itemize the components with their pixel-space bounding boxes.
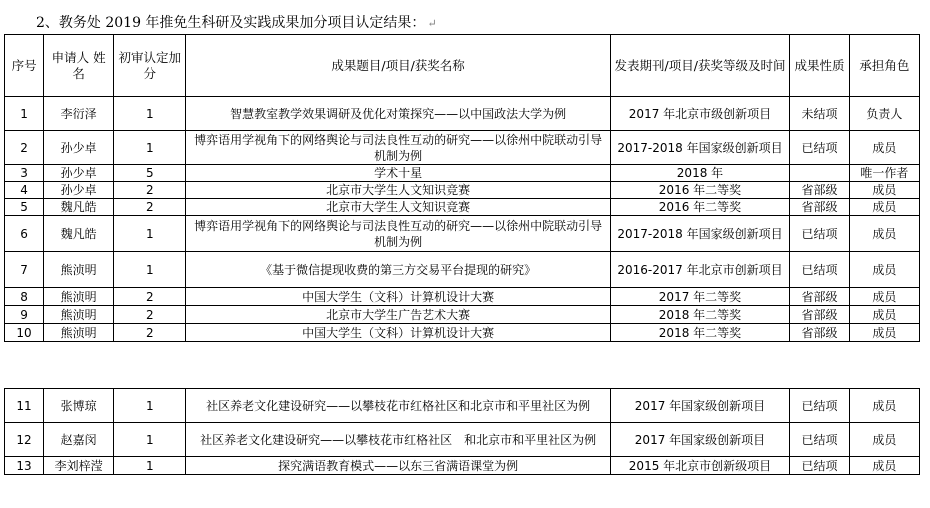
results-table-part-2 <box>4 388 920 475</box>
cell-initial-score: 2 <box>114 182 186 199</box>
cell-applicant: 孙少卓 <box>44 131 114 165</box>
cell-role: 负责人 <box>849 97 919 131</box>
cell-title: 智慧教室教学效果调研及优化对策探究——以中国政法大学为例 <box>186 97 611 131</box>
cell-nature: 已结项 <box>790 252 850 288</box>
cell-applicant: 熊浈明 <box>44 252 114 288</box>
cell-title: 社区养老文化建设研究——以攀枝花市红格社区 和北京市和平里社区为例 <box>186 423 611 457</box>
cell-title: 博弈语用学视角下的网络舆论与司法良性互动的研究——以徐州中院联动引导机制为例 <box>186 216 611 252</box>
cell-role: 成员 <box>849 423 919 457</box>
cell-nature: 已结项 <box>790 389 850 423</box>
cell-applicant: 魏凡皓 <box>44 216 114 252</box>
cell-initial-score: 1 <box>114 389 186 423</box>
table-row <box>5 252 920 288</box>
table-row <box>5 389 920 423</box>
header-row <box>5 35 920 97</box>
cell-applicant: 孙少卓 <box>44 165 114 182</box>
cell-nature: 省部级 <box>790 182 850 199</box>
cell-publication: 2017 年国家级创新项目 <box>610 423 789 457</box>
table-row <box>5 288 920 306</box>
cell-initial-score: 1 <box>114 216 186 252</box>
cell-nature: 省部级 <box>790 306 850 324</box>
cell-publication: 2016 年二等奖 <box>610 182 789 199</box>
cell-role: 成员 <box>849 389 919 423</box>
cell-applicant: 李衍泽 <box>44 97 114 131</box>
table-row <box>5 97 920 131</box>
cell-applicant: 熊浈明 <box>44 306 114 324</box>
cell-publication: 2018 年 <box>610 165 789 182</box>
table-row <box>5 306 920 324</box>
cell-title: 学术十星 <box>186 165 611 182</box>
cell-title: 中国大学生（文科）计算机设计大赛 <box>186 324 611 342</box>
cell-publication: 2017-2018 年国家级创新项目 <box>610 131 789 165</box>
table-row <box>5 131 920 165</box>
cell-applicant: 熊浈明 <box>44 324 114 342</box>
cell-title: 北京市大学生人文知识竞赛 <box>186 199 611 216</box>
cell-role: 成员 <box>849 199 919 216</box>
column-header-seq: 序号 <box>5 35 44 97</box>
cell-initial-score: 1 <box>114 97 186 131</box>
cell-seq: 13 <box>5 457 44 475</box>
cell-role: 成员 <box>849 324 919 342</box>
cell-role: 唯一作者 <box>849 165 919 182</box>
cell-nature: 省部级 <box>790 288 850 306</box>
cell-title: 中国大学生（文科）计算机设计大赛 <box>186 288 611 306</box>
column-header-role: 承担角色 <box>849 35 919 97</box>
page-heading: 2、教务处 2019 年推免生科研及实践成果加分项目认定结果： ↵ <box>36 15 437 31</box>
cell-initial-score: 1 <box>114 131 186 165</box>
cell-initial-score: 2 <box>114 306 186 324</box>
cell-publication: 2017 年北京市级创新项目 <box>610 97 789 131</box>
cell-nature: 已结项 <box>790 457 850 475</box>
cell-publication: 2018 年二等奖 <box>610 324 789 342</box>
cell-publication: 2016-2017 年北京市创新项目 <box>610 252 789 288</box>
table-row <box>5 324 920 342</box>
cell-role: 成员 <box>849 306 919 324</box>
cell-nature: 未结项 <box>790 97 850 131</box>
cell-publication: 2017 年二等奖 <box>610 288 789 306</box>
cell-title: 《基于微信提现收费的第三方交易平台提现的研究》 <box>186 252 611 288</box>
cell-title: 社区养老文化建设研究——以攀枝花市红格社区和北京市和平里社区为例 <box>186 389 611 423</box>
cell-initial-score: 1 <box>114 457 186 475</box>
cell-applicant: 魏凡皓 <box>44 199 114 216</box>
results-table-part-1 <box>4 34 920 342</box>
cell-nature: 已结项 <box>790 423 850 457</box>
cell-title: 博弈语用学视角下的网络舆论与司法良性互动的研究——以徐州中院联动引导机制为例 <box>186 131 611 165</box>
cell-applicant: 张博琼 <box>44 389 114 423</box>
cell-role: 成员 <box>849 216 919 252</box>
cell-seq: 7 <box>5 252 44 288</box>
cell-initial-score: 1 <box>114 423 186 457</box>
cell-applicant: 李刘梓滢 <box>44 457 114 475</box>
cell-applicant: 熊浈明 <box>44 288 114 306</box>
cell-seq: 10 <box>5 324 44 342</box>
column-header-nature: 成果性质 <box>790 35 850 97</box>
column-header-applicant: 申请人 姓名 <box>44 35 114 97</box>
cell-applicant: 赵嘉闵 <box>44 423 114 457</box>
cell-role: 成员 <box>849 252 919 288</box>
table-row <box>5 457 920 475</box>
cell-nature: 已结项 <box>790 216 850 252</box>
cell-publication: 2017-2018 年国家级创新项目 <box>610 216 789 252</box>
cell-seq: 3 <box>5 165 44 182</box>
cell-initial-score: 2 <box>114 199 186 216</box>
cell-initial-score: 5 <box>114 165 186 182</box>
cell-initial-score: 2 <box>114 324 186 342</box>
cell-title: 北京市大学生广告艺术大赛 <box>186 306 611 324</box>
cell-initial-score: 1 <box>114 252 186 288</box>
table-row <box>5 165 920 182</box>
table-row <box>5 199 920 216</box>
cell-title: 北京市大学生人文知识竞赛 <box>186 182 611 199</box>
cell-nature: 省部级 <box>790 199 850 216</box>
cell-seq: 8 <box>5 288 44 306</box>
table-row <box>5 216 920 252</box>
cell-seq: 9 <box>5 306 44 324</box>
cell-publication: 2017 年国家级创新项目 <box>610 389 789 423</box>
cell-seq: 2 <box>5 131 44 165</box>
table-row <box>5 423 920 457</box>
cell-publication: 2018 年二等奖 <box>610 306 789 324</box>
cell-publication: 2016 年二等奖 <box>610 199 789 216</box>
column-header-initial-score: 初审认定加分 <box>114 35 186 97</box>
cell-applicant: 孙少卓 <box>44 182 114 199</box>
column-header-publication: 发表期刊/项目/获奖等级及时间 <box>610 35 789 97</box>
cell-role: 成员 <box>849 182 919 199</box>
cell-role: 成员 <box>849 457 919 475</box>
cell-seq: 11 <box>5 389 44 423</box>
cell-role: 成员 <box>849 288 919 306</box>
cell-initial-score: 2 <box>114 288 186 306</box>
cell-seq: 5 <box>5 199 44 216</box>
cell-title: 探究满语教育模式——以东三省满语课堂为例 <box>186 457 611 475</box>
cell-seq: 6 <box>5 216 44 252</box>
cell-nature: 省部级 <box>790 324 850 342</box>
cell-nature <box>790 165 850 182</box>
cell-nature: 已结项 <box>790 131 850 165</box>
cell-seq: 12 <box>5 423 44 457</box>
cell-role: 成员 <box>849 131 919 165</box>
cell-seq: 4 <box>5 182 44 199</box>
table-row <box>5 182 920 199</box>
cell-seq: 1 <box>5 97 44 131</box>
cell-publication: 2015 年北京市创新级项目 <box>610 457 789 475</box>
column-header-title: 成果题目/项目/获奖名称 <box>186 35 611 97</box>
